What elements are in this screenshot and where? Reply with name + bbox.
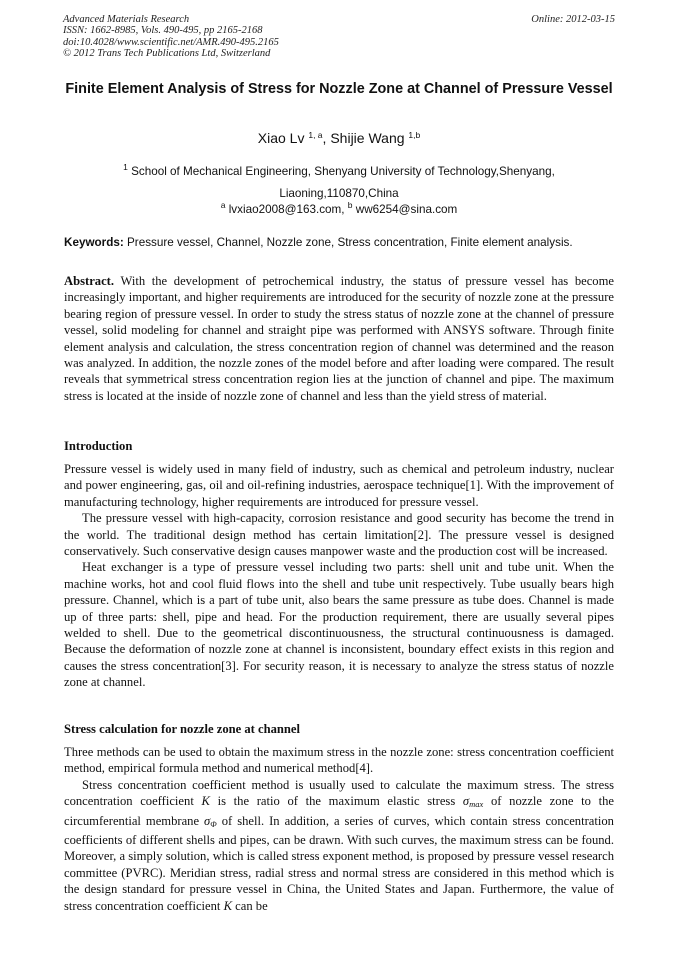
email-superscript: b bbox=[347, 200, 353, 210]
author-list bbox=[63, 130, 615, 146]
text-run: of shell. In addition, a series of curves, which contain stress concentration coefficients of different shells and pipes, can be drawn. With such curves, the maximum stress can be found. Moreover, a simply solution, which is called stress exponent method, is proposed by pressure vessel research committee (PVRC). Meridian stress, radial stress and normal stress are considered in this method which is the design standard for pressure vessel in China, the United States and Japan. Furthermore, the value of stress concentration coefficient bbox=[64, 813, 614, 913]
paper-title: Finite Element Analysis of Stress for Nozzle Zone at Channel of Pressure Vessel bbox=[65, 81, 613, 97]
author-superscript: 1, a bbox=[308, 130, 323, 140]
online-date: Online: 2012-03-15 bbox=[531, 14, 615, 25]
author-name: Shijie Wang bbox=[330, 130, 405, 146]
symbol-sigma: σ bbox=[204, 813, 211, 828]
author-superscript: 1,b bbox=[408, 130, 421, 140]
paragraph bbox=[64, 777, 614, 914]
abstract-text: With the development of petrochemical industry, the status of pressure vessel has become increasingly important, and higher requirements are introduced for the security of nozzle zone at the pressure bearing region of pressure vessel. In order to study the stress status of nozzle zone at the channel of pressure vessel, solid modeling for channel and straight pipe was performed with ANSYS software. Through finite element analysis and calculation, the stress concentration region of channel was determined and the reason was analyzed. In addition, the nozzle zones of the model before and after loading were compared. The result reveals that symmetrical stress concentration region lies at the junction of channel and pipe. The maximum stress is located at the inside of nozzle zone of channel and less than the yield stress of material. bbox=[64, 274, 614, 403]
text-run: is the ratio of the maximum elastic stress bbox=[217, 794, 456, 809]
keywords-text: Pressure vessel, Channel, Nozzle zone, Stress concentration, Finite element analysis. bbox=[127, 236, 573, 249]
issn-line: ISSN: 1662-8985, Vols. 490-495, pp 2165-2168 bbox=[63, 25, 263, 37]
doi-line: doi:10.4028/www.scientific.net/AMR.490-495.2165 bbox=[63, 36, 279, 48]
paragraph: Heat exchanger is a type of pressure vessel including two parts: shell unit and tube unit. When the machine works, hot and cool fluid flows into the shell and tube unit respectively. Tube usually bears high pressure. Channel, which is a part of tube unit, also bears the same pressure as tube does. Channel is made up of three parts: shell, pipe and head. For the production requirement, there are usually several pipes welded to shell. Due to the geometrical discontinuousness, the structural continuousness is damaged. Because the deformation of nozzle zone at channel is inconsistent, boundary effect exists in this region and causes the stress concentration[3]. For security reason, it is necessary to analyze the stress status of nozzle zone at channel. bbox=[64, 560, 614, 690]
affiliation-superscript: 1 bbox=[123, 162, 128, 172]
symbol-k: K bbox=[223, 898, 232, 913]
subscript-max: max bbox=[469, 799, 484, 810]
journal-name: Advanced Materials Research bbox=[63, 14, 190, 25]
email-link[interactable]: ww6254@sina.com bbox=[355, 203, 458, 216]
symbol-k: K bbox=[201, 794, 210, 809]
affiliation-text: School of Mechanical Engineering, Shenyang University of Technology,Shenyang, Liaoning,110870,China bbox=[131, 165, 555, 200]
abstract bbox=[64, 273, 614, 404]
stress-section-body bbox=[64, 744, 614, 914]
copyright-line: © 2012 Trans Tech Publications Ltd, Switzerland bbox=[63, 48, 271, 60]
symbol-sigma: σ bbox=[462, 794, 470, 809]
email-link[interactable]: lvxiao2008@163.com, bbox=[228, 203, 345, 216]
section-heading: Introduction bbox=[64, 439, 133, 453]
subscript-phi: Φ bbox=[210, 818, 217, 829]
text-run: can be bbox=[235, 898, 268, 913]
affiliation bbox=[63, 156, 615, 205]
journal-header bbox=[63, 14, 615, 60]
text-run: Stress concentration coefficient method is usually used to calculate the maximum stress. The stress concentration coefficient bbox=[64, 777, 614, 809]
keywords bbox=[64, 236, 616, 249]
author-separator: , bbox=[322, 130, 331, 146]
paragraph: Three methods can be used to obtain the maximum stress in the nozzle zone: stress concentration coefficient method, empirical formula method and numerical method[4]. bbox=[64, 745, 614, 776]
introduction-body bbox=[64, 461, 614, 691]
paragraph: Pressure vessel is widely used in many field of industry, such as chemical and petroleum industry, nuclear and power engineering, gas, oil and oil-refining industries, aerospace technique[1]. With the improvement of manufacturing technology, higher requirements are introduced for pressure vessel. bbox=[64, 462, 614, 509]
author-name: Xiao Lv bbox=[257, 130, 305, 146]
section-heading: Stress calculation for nozzle zone at channel bbox=[64, 722, 300, 736]
paragraph: The pressure vessel with high-capacity, corrosion resistance and good security has become the trend in the world. The traditional design method has certain limitation[2]. The pressure vessel is designed conservatively. Such conservative design causes manpower waste and the production cost will be increased. bbox=[64, 511, 614, 559]
text-run: of nozzle zone to the circumferential membrane bbox=[64, 794, 614, 828]
keywords-label: Keywords: bbox=[64, 236, 124, 249]
email-superscript: a bbox=[220, 200, 226, 210]
author-emails bbox=[63, 200, 615, 216]
abstract-label: Abstract. bbox=[64, 274, 115, 288]
